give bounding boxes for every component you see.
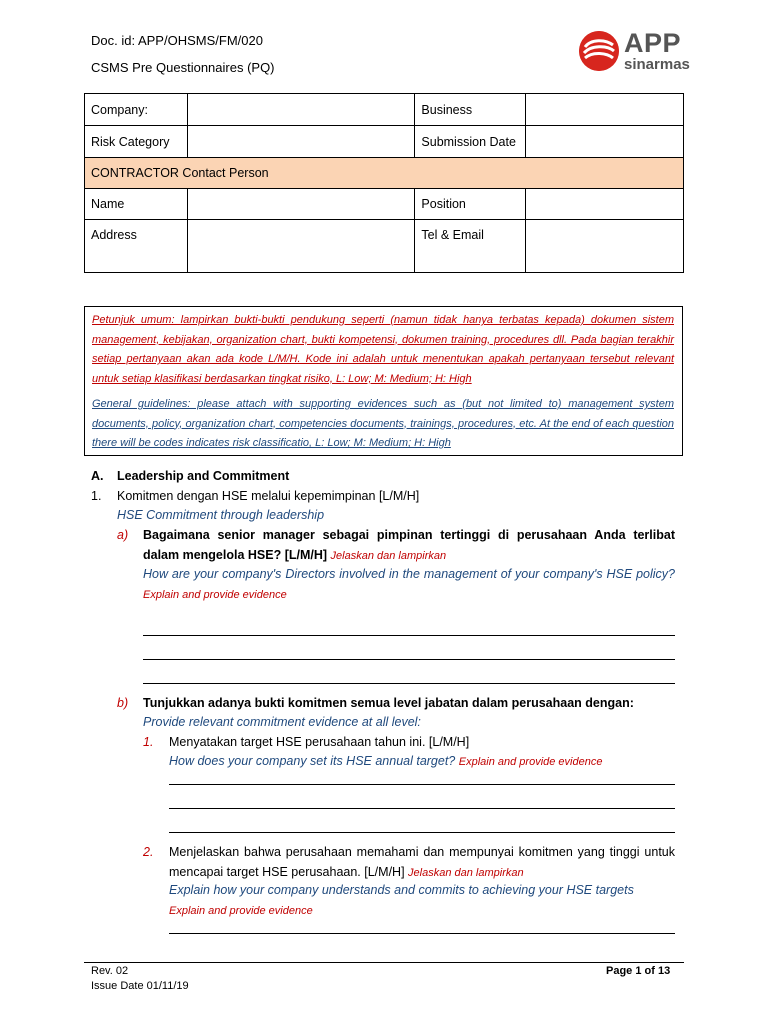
risk-category-label: Risk Category [85, 126, 188, 158]
question-a-english: How are your company's Directors involved in the management of your company's HSE policy? [143, 567, 675, 581]
guidelines-indonesian: Petunjuk umum: lampirkan bukti-bukti pendukung seperti (namun tidak hanya terbatas kepada) dokumen sistem management, kebijakan, organization chart, bukti kompetensi, dokumen training, procedures dll. Pada bagian terakhir setiap pertanyaan akan ada kode L/M/H. Kode ini adalah untuk menentukan apakah pertanyaan tersebut relevant untuk setiap klasifikasi berdasarkan tingkat risiko, L: Low; M: Medium; H: High [92, 314, 674, 385]
position-field[interactable] [526, 189, 684, 220]
footer-divider [84, 962, 684, 963]
question-a-indonesian: Bagaimana senior manager sebagai pimpinan tertinggi di perusahaan Anda terlibat dalam mengelola HSE? [L/M/H] [143, 528, 675, 562]
tel-email-label: Tel & Email [415, 220, 526, 273]
submission-date-label: Submission Date [415, 126, 526, 158]
question-a-text [143, 526, 675, 566]
question-a-label: a) [117, 528, 129, 542]
name-field[interactable] [187, 189, 414, 220]
question-b-english: Provide relevant commitment evidence at all level: [143, 715, 421, 729]
form-title: CSMS Pre Questionnaires (PQ) [91, 60, 275, 75]
name-label: Name [85, 189, 188, 220]
business-field[interactable] [526, 94, 684, 126]
company-label: Company: [85, 94, 188, 126]
position-label: Position [415, 189, 526, 220]
guidelines-english: General guidelines: please attach with supporting evidences such as (but not limited to) management system documents, policy, organization chart, competencies documents, trainings, procedures, etc. At the end of each question there will be codes indicates risk classificatio, L: Low; M: Medium; H: High [92, 398, 674, 449]
logo-text-sinarmas: sinarmas [624, 56, 690, 73]
business-label: Business [415, 94, 526, 126]
company-field[interactable] [187, 94, 414, 126]
q1-indonesian: Komitmen dengan HSE melalui kepemimpinan [L/M/H] [117, 489, 420, 503]
risk-category-field[interactable] [187, 126, 414, 158]
question-b2-label: 2. [143, 845, 154, 859]
question-b-label: b) [117, 696, 129, 710]
question-b1-en-note: Explain and provide evidence [458, 756, 603, 768]
answer-line[interactable] [169, 784, 675, 785]
question-b2-en-note: Explain and provide evidence [169, 905, 313, 917]
question-b2-english: Explain how your company understands and commits to achieving your HSE targets [169, 883, 634, 897]
question-b2-indonesian: Menjelaskan bahwa perusahaan memahami dan mempunyai komitmen yang tinggi untuk mencapai target HSE perusahaan. [L/M/H] [169, 845, 675, 879]
contractor-info-table [84, 93, 684, 273]
question-b1-english: How does your company set its HSE annual target? [169, 754, 456, 768]
doc-id: Doc. id: APP/OHSMS/FM/020 [91, 33, 263, 48]
q1-english: HSE Commitment through leadership [117, 508, 325, 522]
app-logo-icon [579, 31, 619, 71]
answer-line[interactable] [143, 683, 675, 684]
issue-date: Issue Date 01/11/19 [91, 980, 189, 992]
question-b1-label: 1. [143, 735, 154, 749]
address-field[interactable] [187, 220, 414, 273]
submission-date-field[interactable] [526, 126, 684, 158]
question-a-english-block [143, 565, 675, 605]
address-label: Address [85, 220, 188, 273]
contact-person-header: CONTRACTOR Contact Person [85, 158, 684, 189]
general-guidelines-box [84, 306, 683, 456]
answer-line[interactable] [143, 635, 675, 636]
question-a-id-note: Jelaskan dan lampirkan [330, 549, 447, 562]
answer-line[interactable] [169, 832, 675, 833]
question-b1-english-block [169, 752, 602, 773]
revision: Rev. 02 [91, 965, 129, 977]
question-b-indonesian: Tunjukkan adanya bukti komitmen semua level jabatan dalam perusahaan dengan: [143, 696, 634, 710]
question-b2-id-note: Jelaskan dan lampirkan [408, 866, 524, 879]
section-letter: A. [91, 469, 104, 483]
q1-number: 1. [91, 489, 102, 503]
tel-email-field[interactable] [526, 220, 684, 273]
answer-line[interactable] [169, 933, 675, 934]
app-sinarmas-logo [579, 30, 689, 76]
answer-line[interactable] [169, 808, 675, 809]
logo-text-app: APP [624, 28, 682, 58]
question-b1-indonesian: Menyatakan target HSE perusahaan tahun ini. [L/M/H] [169, 735, 470, 749]
answer-line[interactable] [143, 659, 675, 660]
page-number: Page 1 of 13 [606, 965, 671, 977]
question-b2-text [169, 843, 675, 883]
section-title: Leadership and Commitment [117, 469, 290, 483]
question-a-en-note: Explain and provide evidence [143, 588, 287, 601]
